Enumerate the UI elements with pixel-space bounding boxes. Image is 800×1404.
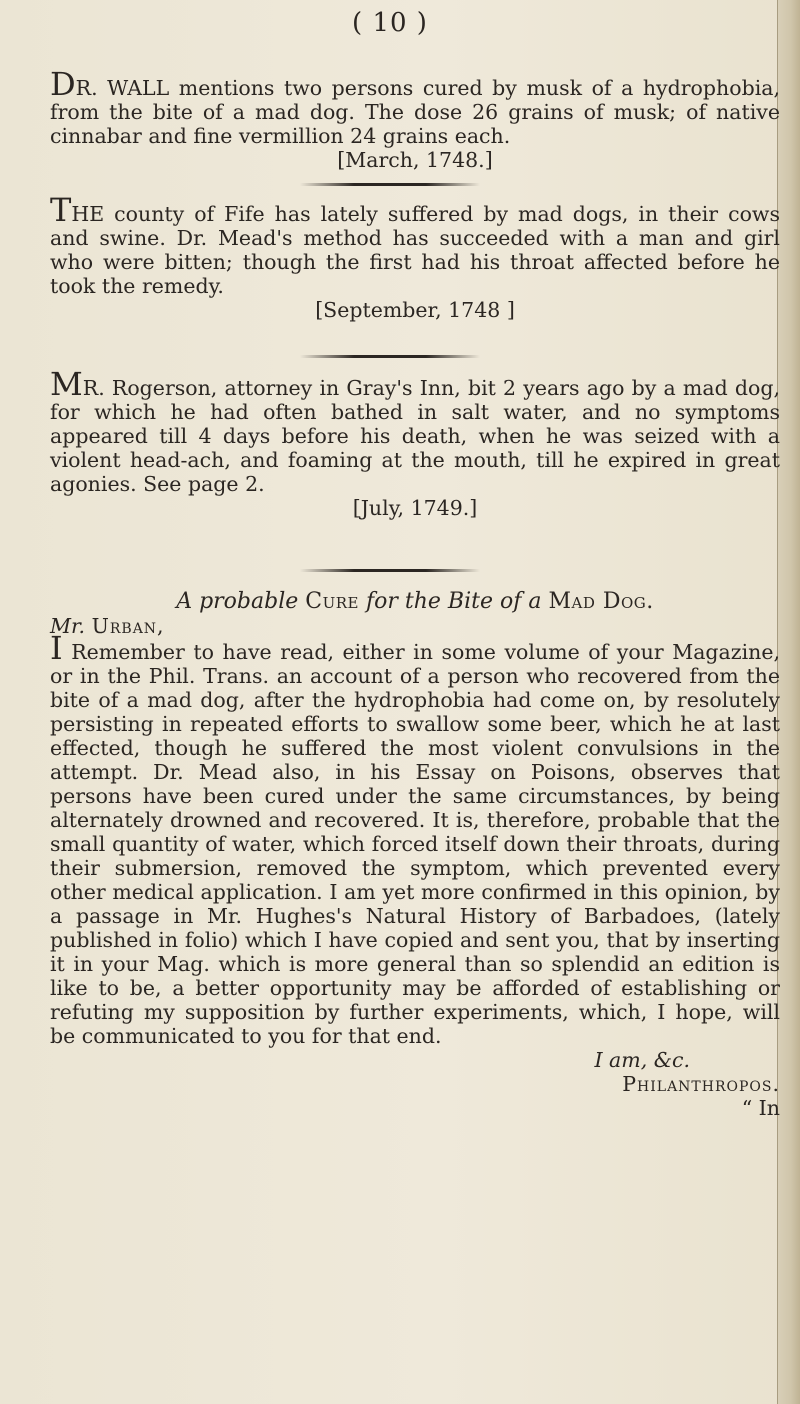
section-rule [300, 569, 480, 572]
entry-body [50, 191, 780, 298]
signature: Philanthropos. [622, 1072, 780, 1096]
drop-cap: I [50, 629, 63, 667]
salutation-name: Urban, [91, 614, 165, 638]
entry-text: R. WALL mentions two persons cured by musk of a hydrophobia, from the bite of a mad dog. The dose 26 grains of musk; of native cinnabar and fine vermillion 24 grains each. [50, 76, 780, 148]
catchword: “ In [741, 1096, 780, 1120]
entry-text: HE county of Fife has lately suffered by mad dogs, in their cows and swine. Dr. Mead's method has succeeded with a man and girl who were bitten; though the first had his throat affected before he took the remedy. [50, 202, 780, 298]
binding-gutter [777, 0, 800, 1404]
title-part: for the Bite of a [366, 589, 542, 614]
title-mad-dog: Mad Dog. [548, 589, 654, 614]
letter-body [50, 629, 780, 1048]
letter-title [50, 590, 780, 614]
letter-text: Remember to have read, either in some volume of your Magazine, or in the Phil. Trans. an account of a person who recovered from the bite of a mad dog, after the hydrophobia had come on, by resolutely persisting in repeated efforts to swallow some beer, which he at last effected, though he suffered the most violent convulsions in the attempt. Dr. Mead also, in his Essay on Poisons, observes that persons have been cured under the same circumstances, by being alternately drowned and recovered. It is, therefore, probable that the small quantity of water, which forced itself down their throats, during their submersion, removed the symptom, which prevented every other medical application. I am yet more confirmed in this opinion, by a passage in Mr. Hughes's Natural History of Barbadoes, (lately published in folio) which I have copied and sent you, that by inserting it in your Mag. which is more general than so splendid an edition is like to be, a better opportunity may be afforded of establishing or refuting my supposition by further experiments, which, I hope, will be communicated to you for that end. [50, 640, 780, 1048]
section-rule [300, 355, 480, 358]
entry-body [50, 65, 780, 148]
entry-date: [September, 1748 ] [315, 298, 515, 322]
salutation [50, 614, 780, 638]
letter-probable-cure [50, 590, 780, 1120]
title-part: A probable [176, 589, 299, 614]
section-rule [300, 183, 480, 186]
title-cure: Cure [305, 589, 359, 614]
entry-date: [March, 1748.] [337, 148, 493, 172]
entry-rogerson [50, 365, 780, 520]
drop-cap: M [50, 365, 83, 403]
entry-body [50, 365, 780, 496]
entry-wall-musk [50, 65, 780, 172]
salutation-title: Mr. [50, 614, 86, 638]
entry-text: R. Rogerson, attorney in Gray's Inn, bit 2 years ago by a mad dog, for which he had often bathed in salt water, and no symptoms appeared till 4 days before his death, when he was seized with a violent head-ach, and foaming at the mouth, till he expired in great agonies. See page 2. [50, 376, 780, 496]
entry-fife-mad-dogs [50, 191, 780, 322]
drop-cap: T [50, 191, 72, 229]
page-number: ( 10 ) [352, 8, 428, 38]
entry-date: [July, 1749.] [352, 496, 478, 520]
drop-cap: D [50, 65, 76, 103]
signoff: I am, &c. [594, 1048, 690, 1072]
